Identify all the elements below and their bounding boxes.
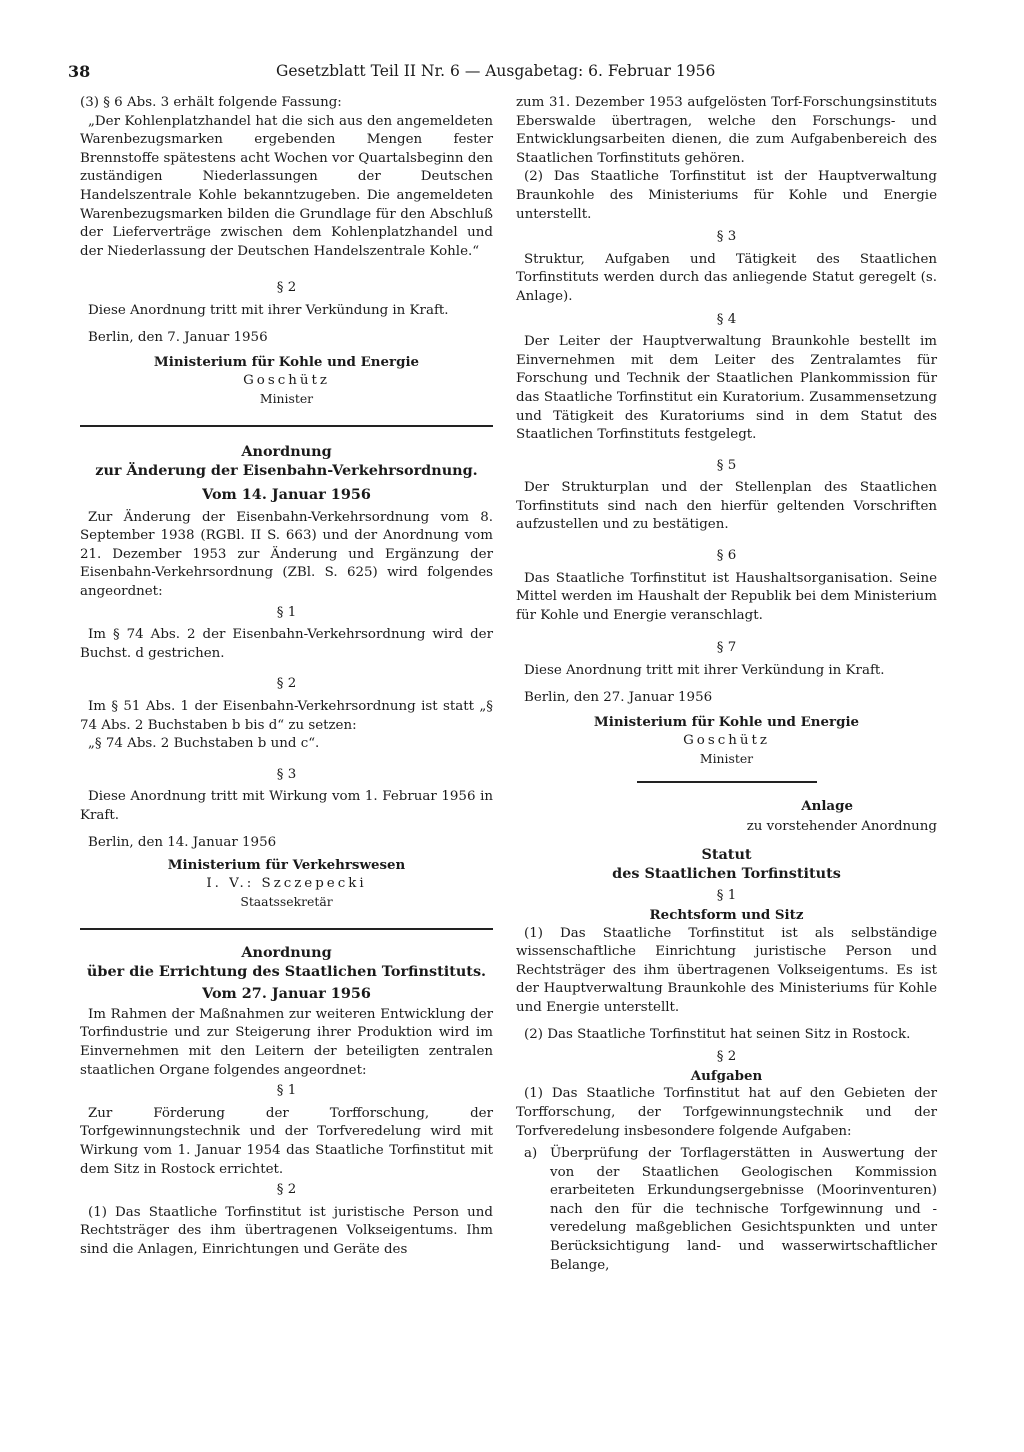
- section-heading: § 1: [716, 888, 737, 904]
- ordinance-date: Vom 27. Januar 1956: [202, 985, 371, 1003]
- paragraph: Im Rahmen der Maßnahmen zur weiteren Entwicklung der Torfindustrie und zur Steigerung ihrer Produktion wird im Einvernehmen mit den Leitern der beteiligten zentralen staatlichen Organe folgendes angeordnet:: [80, 1006, 493, 1078]
- paragraph: Struktur, Aufgaben und Tätigkeit des Staatlichen Torfinstituts werden durch das anliegende Statut geregelt (s. Anlage).: [516, 251, 937, 304]
- section-heading: § 2: [276, 1182, 297, 1198]
- section-heading: § 3: [276, 766, 297, 782]
- list-text: Überprüfung der Torflagerstätten in Auswertung der von der Staatlichen Geologischen Kommission erarbeiteten Erkundungsergebnisse (Moorinventuren) nach den für die technische Torfgewinnung und -veredelung maßgeblichen Gesichtspunkten und unter Berücksichtigung land- und wasserwirtschaftlicher Belange,: [550, 1146, 937, 1273]
- section-heading: § 2: [276, 280, 297, 296]
- ordinance-title: Anordnung: [241, 442, 332, 460]
- statute-title: Statut: [701, 846, 752, 864]
- signer-role: Minister: [259, 391, 314, 407]
- section-heading: § 5: [716, 457, 737, 473]
- section-subheading: Rechtsform und Sitz: [649, 906, 804, 923]
- section-heading: § 1: [276, 1083, 297, 1099]
- paragraph: Im § 51 Abs. 1 der Eisenbahn-Verkehrsordnung ist statt „§ 74 Abs. 2 Buchstaben b bis d“ zu setzen:: [80, 699, 493, 733]
- paragraph: (1) Das Staatliche Torfinstitut ist juristische Person und Rechtsträger des ihm übertragenen Volkseigentums. Ihm sind die Anlagen, Einrichtungen und Geräte des: [80, 1204, 493, 1257]
- paragraph: Das Staatliche Torfinstitut ist Haushaltsorganisation. Seine Mittel werden im Haushalt der Republik bei dem Ministerium für Kohle und Energie veranschlagt.: [516, 570, 937, 623]
- annex-label: Anlage: [801, 798, 853, 814]
- paragraph: Diese Anordnung tritt mit ihrer Verkündung in Kraft.: [88, 302, 449, 318]
- paragraph: zum 31. Dezember 1953 aufgelösten Torf-Forschungsinstituts Eberswalde übertragen, welche den Forschungs- und Entwicklungsarbeiten dienen, die zum Aufgabenbereich des Staatlichen Torfinstituts gehören.: [516, 95, 937, 166]
- section-heading: § 7: [716, 640, 737, 656]
- paragraph: Zur Förderung der Torfforschung, der Torfgewinnungstechnik und der Torfveredelung wird mit Wirkung vom 1. Januar 1954 das Staatliche Torfinstitut mit dem Sitz in Rostock errichtet.: [80, 1105, 493, 1177]
- list-label: a): [524, 1146, 538, 1162]
- place-date: Berlin, den 27. Januar 1956: [524, 689, 713, 705]
- paragraph: (1) Das Staatliche Torfinstitut hat auf den Gebieten der Torfforschung, der Torfgewinnungstechnik und der Torfveredelung insbesondere folgende Aufgaben:: [516, 1086, 937, 1139]
- paragraph: (3) § 6 Abs. 3 erhält folgende Fassung:: [80, 95, 342, 110]
- ordinance-subtitle: zur Änderung der Eisenbahn-Verkehrsordnung.: [95, 461, 478, 479]
- page-number: 38: [68, 62, 91, 81]
- statute-subtitle: des Staatlichen Torfinstituts: [612, 864, 841, 882]
- paragraph: Im § 74 Abs. 2 der Eisenbahn-Verkehrsordnung wird der Buchst. d gestrichen.: [80, 627, 493, 661]
- section-heading: § 3: [716, 229, 737, 245]
- list-item: [516, 1145, 937, 1275]
- section-heading: § 6: [716, 548, 737, 564]
- signer-name: Goschütz: [243, 372, 330, 388]
- ministry-name: Ministerium für Kohle und Energie: [153, 354, 420, 371]
- divider: [80, 928, 493, 930]
- section-heading: § 4: [716, 311, 737, 327]
- right-column: [516, 94, 937, 1275]
- ministry-name: Ministerium für Kohle und Energie: [593, 714, 860, 731]
- paragraph: Diese Anordnung tritt mit Wirkung vom 1. Februar 1956 in Kraft.: [80, 789, 493, 823]
- section-heading: § 2: [276, 676, 297, 692]
- divider: [80, 425, 493, 427]
- paragraph: Zur Änderung der Eisenbahn-Verkehrsordnung vom 8. September 1938 (RGBl. II S. 663) und der Anordnung vom 21. Dezember 1953 zur Änderung und Ergänzung der Eisenbahn-Verkehrsordnung (ZBl. S. 625) wird folgendes angeordnet:: [80, 509, 493, 600]
- quoted-text: „Der Kohlenplatzhandel hat die sich aus den angemeldeten Warenbezugsmarken ergebenden Mengen fester Brennstoffe spätestens acht Wochen vor Quartalsbeginn den zuständigen Niederlassungen der Deutschen Handelszentrale Kohle bekanntzugeben. Die angemeldeten Warenbezugsmarken bilden die Grundlage für den Abschluß der Lieferverträge zwischen dem Kohlenplatzhandel und der Niederlassung der Deutschen Handelszentrale Kohle.“: [80, 113, 493, 259]
- ordinance-date: Vom 14. Januar 1956: [202, 486, 371, 504]
- header-title: Gesetzblatt Teil II Nr. 6 — Ausgabetag: 6. Februar 1956: [276, 62, 716, 80]
- signer-name: I. V.: Szczepecki: [206, 875, 367, 891]
- place-date: Berlin, den 14. Januar 1956: [88, 834, 277, 850]
- quoted-text: „§ 74 Abs. 2 Buchstaben b und c“.: [88, 736, 320, 752]
- ordinance-title: Anordnung: [241, 943, 332, 961]
- paragraph: (1) Das Staatliche Torfinstitut ist als selbständige wissenschaftliche Einrichtung juristische Person und Rechtsträger des ihm übertragenen Volkseigentums. Es ist der Hauptverwaltung Braunkohle des Ministeriums für Kohle und Energie unterstellt.: [516, 925, 937, 1015]
- paragraph: Der Strukturplan und der Stellenplan des Staatlichen Torfinstituts sind nach den hierfür geltenden Vorschriften aufzustellen und zu bestätigen.: [516, 480, 937, 533]
- paragraph: Der Leiter der Hauptverwaltung Braunkohle bestellt im Einvernehmen mit dem Leiter des Zentralamtes für Forschung und Technik der Staatlichen Plankommission für das Staatliche Torfinstitut ein Kuratorium. Zusammensetzung und Tätigkeit des Kuratoriums sind in dem Statut des Staatlichen Torfinstituts festgelegt.: [516, 334, 937, 443]
- section-heading: § 1: [276, 604, 297, 620]
- signer-role: Staatssekretär: [240, 894, 333, 910]
- left-column: [80, 94, 493, 1259]
- signer-role: Minister: [699, 751, 754, 767]
- place-date: Berlin, den 7. Januar 1956: [88, 329, 268, 345]
- signer-name: Goschütz: [683, 732, 770, 748]
- paragraph: Diese Anordnung tritt mit ihrer Verkündung in Kraft.: [524, 663, 885, 679]
- section-subheading: Aufgaben: [690, 1067, 763, 1084]
- ordinance-subtitle: über die Errichtung des Staatlichen Torfinstituts.: [86, 962, 487, 980]
- divider: [637, 781, 817, 783]
- paragraph: (2) Das Staatliche Torfinstitut ist der Hauptverwaltung Braunkohle des Ministeriums für Kohle und Energie unterstellt.: [516, 169, 937, 222]
- section-heading: § 2: [716, 1049, 737, 1065]
- annex-reference: zu vorstehender Anordnung: [746, 818, 937, 834]
- ministry-name: Ministerium für Verkehrswesen: [167, 857, 406, 874]
- page-header: [68, 62, 758, 90]
- paragraph: (2) Das Staatliche Torfinstitut hat seinen Sitz in Rostock.: [524, 1026, 911, 1042]
